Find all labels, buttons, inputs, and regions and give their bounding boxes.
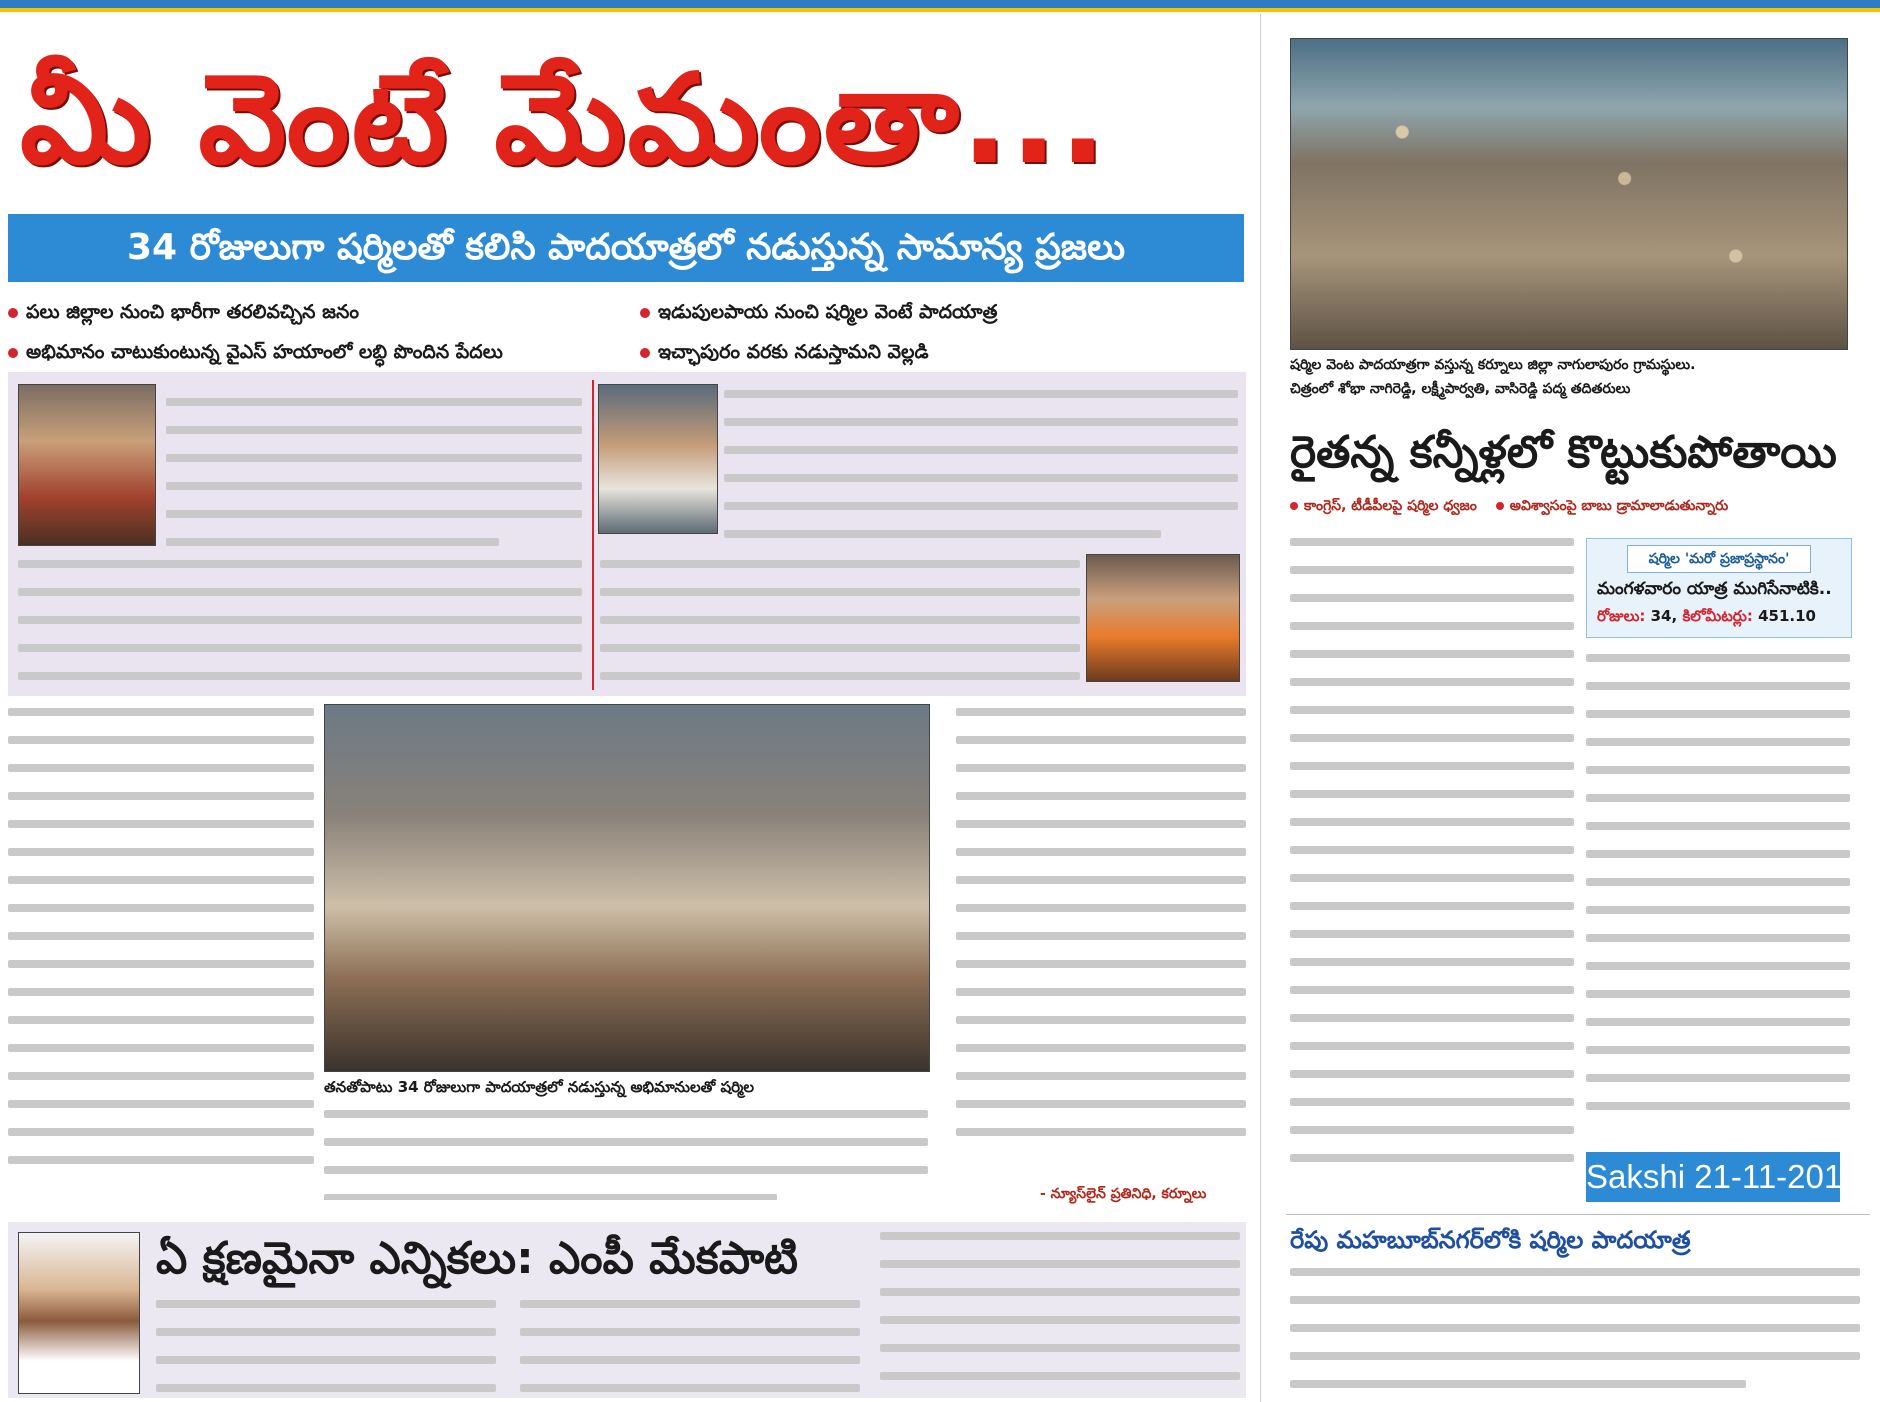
bullet-dot-icon	[640, 348, 650, 358]
profile-text-sujatha	[166, 398, 582, 548]
bullet-dot-icon	[8, 348, 18, 358]
middle-story-byline: - న్యూస్‌లైన్ ప్రతినిధి, కర్నూలు	[1040, 1186, 1207, 1202]
bullet-dot-icon	[1290, 502, 1298, 510]
yatra-stats-tag: షర్మిల 'మరో ప్రజాప్రస్థానం'	[1627, 545, 1811, 573]
bullet-dot-icon	[640, 308, 650, 318]
yatra-stats-box	[1586, 538, 1852, 638]
yatra-stats-line: మంగళవారం యాత్ర ముగిసేనాటికి..	[1597, 579, 1832, 599]
profile-photo-man	[598, 384, 718, 534]
story-under-photo	[324, 1110, 928, 1200]
story-column-1	[8, 708, 314, 1208]
right-story-headline: రైతన్న కన్నీళ్లలో కొట్టుకుపోతాయి	[1290, 427, 1837, 478]
right-story-column-1	[1290, 538, 1574, 1218]
subheadline-band: 34 రోజులుగా షర్మిలతో కలిసి పాదయాత్రలో నడుస్తున్న సామాన్య ప్రజలు	[8, 214, 1244, 282]
top-photo-caption-2: చిత్రంలో శోభా నాగిరెడ్డి, లక్ష్మీపార్వతి, వాసిరెడ్డి పద్మ తదితరులు	[1290, 381, 1631, 397]
bullet-item: పలు జిల్లాల నుంచి భారీగా తరలివచ్చిన జనం	[8, 292, 359, 332]
right-story-column-2	[1586, 654, 1850, 1144]
section-rule	[1286, 1214, 1870, 1215]
profile-text-sujatha-cont	[18, 560, 582, 690]
bullet-dot-icon	[8, 308, 18, 318]
mp-story-headline: ఏ క్షణమైనా ఎన్నికలు: ఎంపీ మేకపాటి	[156, 1233, 799, 1284]
mp-story-col-2	[520, 1300, 860, 1396]
column-divider	[1260, 14, 1261, 1402]
right-story-subheads: కాంగ్రెస్, టీడీపీలపై షర్మిల ధ్వజం అవిశ్వాసంపై బాబు డ్రామాలాడుతున్నారు	[1290, 498, 1870, 522]
mp-story-col-3	[880, 1232, 1240, 1396]
bullet-item: అభిమానం చాటుకుంటున్న వైఎస్ హయాంలో లబ్ధి పొందిన పేదలు	[8, 332, 503, 372]
profile-photo-sujatha	[18, 384, 156, 546]
date-badge: Sakshi 21-11-2012	[1586, 1152, 1840, 1202]
profiles-divider	[592, 380, 594, 690]
right-bottom-headline: రేపు మహబూబ్‌నగర్‌లోకి షర్మిల పాదయాత్ర	[1290, 1226, 1691, 1254]
masthead-band	[0, 0, 1880, 8]
top-crowd-photo	[1290, 38, 1848, 350]
bullet-item: ఇచ్ఛాపురం వరకు నడుస్తామని వెల్లడి	[640, 332, 929, 372]
profile-text-dayamani	[600, 560, 1080, 690]
middle-photo-sharmila-supporters	[324, 704, 930, 1072]
story-column-3	[956, 708, 1246, 1188]
page-headline: మీ వెంటే మేమంతా...	[20, 48, 1109, 192]
mp-story-col-1	[156, 1300, 496, 1396]
profile-text-man	[724, 390, 1238, 540]
middle-photo-caption: తనతోపాటు 34 రోజులుగా పాదయాత్రలో నడుస్తున్న అభిమానులతో షర్మిల	[324, 1078, 755, 1096]
mp-photo	[18, 1232, 140, 1394]
right-bottom-story	[1290, 1268, 1860, 1398]
profile-photo-woman-speaking	[1086, 554, 1240, 682]
bullet-dot-icon	[1496, 502, 1504, 510]
top-photo-caption-1: షర్మిల వెంట పాదయాత్రగా వస్తున్న కర్నూలు జిల్లా నాగులాపురం గ్రామస్థులు.	[1290, 357, 1696, 373]
masthead-accent	[0, 8, 1880, 12]
yatra-stats-values: రోజులు: 34, కిలోమీటర్లు: 451.10	[1597, 607, 1816, 625]
bullet-item: ఇడుపులపాయ నుంచి షర్మిల వెంటే పాదయాత్ర	[640, 292, 997, 332]
